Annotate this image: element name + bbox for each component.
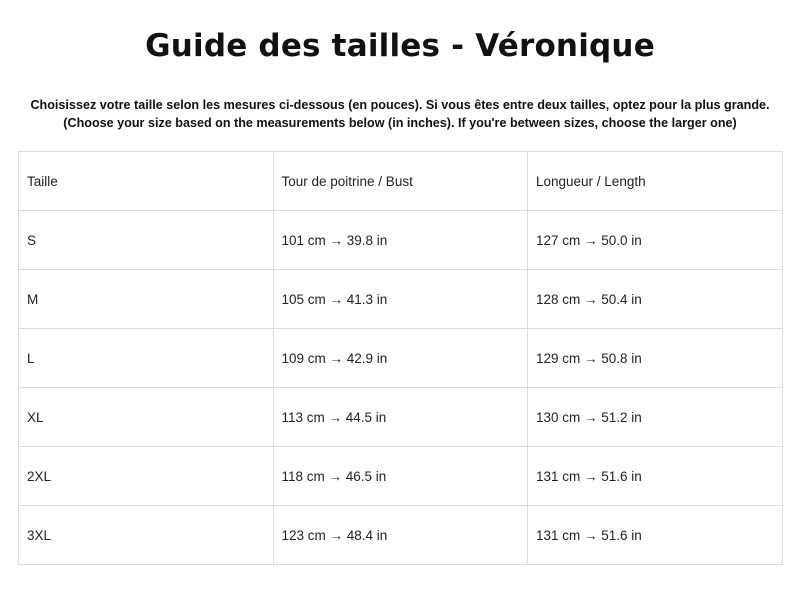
header-size: Taille	[19, 152, 274, 211]
header-length: Longueur / Length	[528, 152, 783, 211]
cell-size: 2XL	[19, 447, 274, 506]
size-table	[18, 151, 783, 565]
intro-line-english: (Choose your size based on the measurements below (in inches). If you're between sizes, choose the larger one)	[63, 116, 737, 130]
cell-length: 128 cm → 50.4 in	[528, 270, 783, 329]
cell-length: 130 cm → 51.2 in	[528, 388, 783, 447]
cell-bust: 101 cm → 39.8 in	[273, 211, 528, 270]
cell-size: 3XL	[19, 506, 274, 565]
intro-text	[0, 96, 800, 132]
cell-bust: 118 cm → 46.5 in	[273, 447, 528, 506]
cell-bust: 123 cm → 48.4 in	[273, 506, 528, 565]
table-row	[19, 506, 783, 565]
table-row	[19, 447, 783, 506]
cell-size: M	[19, 270, 274, 329]
cell-size: XL	[19, 388, 274, 447]
intro-line-french: Choisissez votre taille selon les mesures ci-dessous (en pouces). Si vous êtes entre deux tailles, optez pour la plus grande.	[30, 98, 770, 112]
table-row	[19, 388, 783, 447]
cell-length: 131 cm → 51.6 in	[528, 447, 783, 506]
cell-length: 127 cm → 50.0 in	[528, 211, 783, 270]
cell-size: L	[19, 329, 274, 388]
cell-length: 131 cm → 51.6 in	[528, 506, 783, 565]
cell-size: S	[19, 211, 274, 270]
cell-bust: 105 cm → 41.3 in	[273, 270, 528, 329]
cell-length: 129 cm → 50.8 in	[528, 329, 783, 388]
table-header-row	[19, 152, 783, 211]
header-bust: Tour de poitrine / Bust	[273, 152, 528, 211]
page-title: Guide des tailles - Véronique	[145, 28, 655, 64]
table-row	[19, 270, 783, 329]
table-row	[19, 211, 783, 270]
table-row	[19, 329, 783, 388]
cell-bust: 113 cm → 44.5 in	[273, 388, 528, 447]
cell-bust: 109 cm → 42.9 in	[273, 329, 528, 388]
